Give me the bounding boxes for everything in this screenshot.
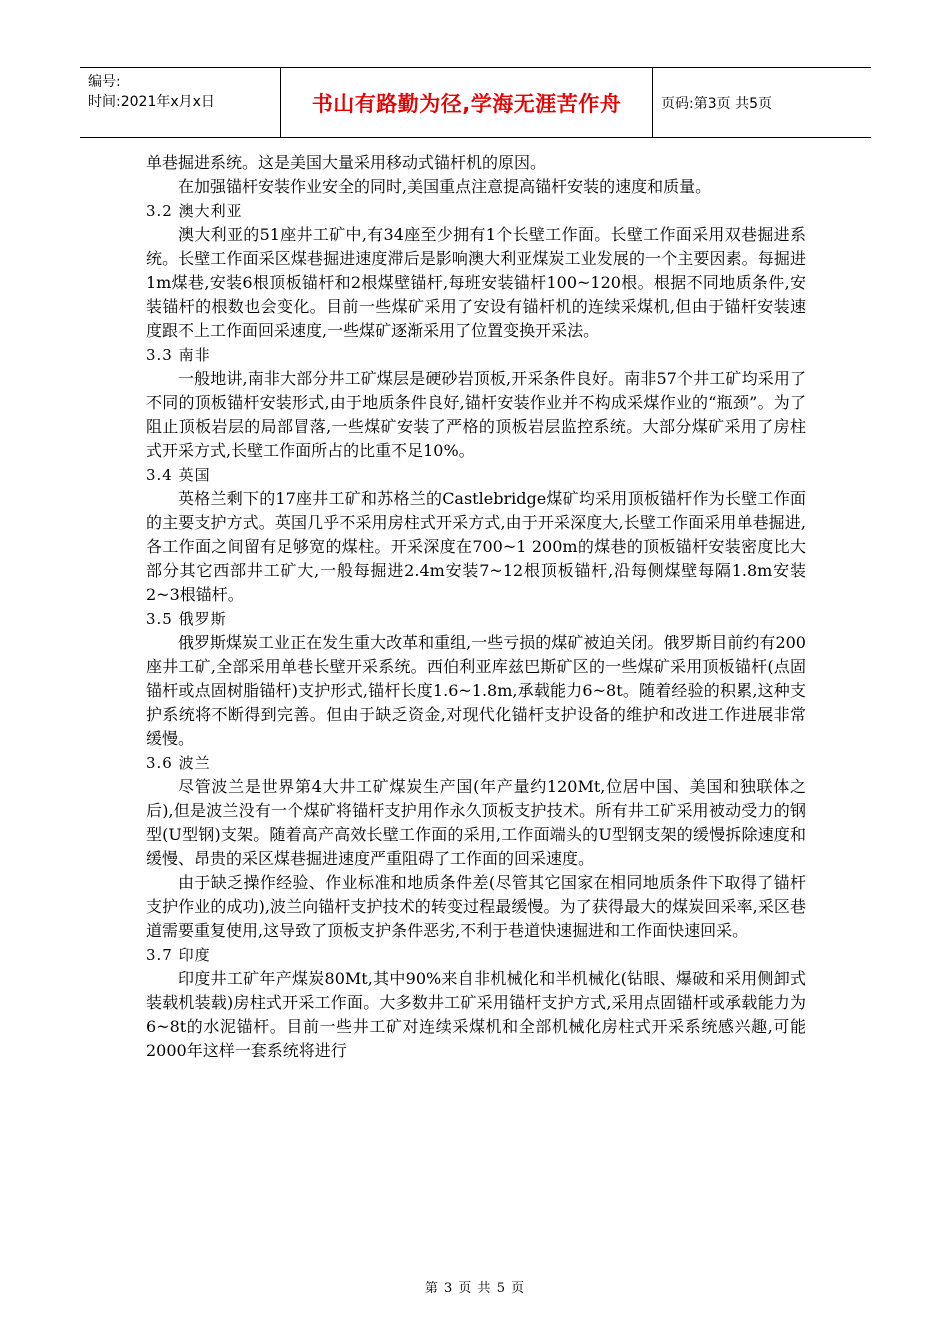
- header-motto-cell: [281, 68, 653, 137]
- header-page-cell: [653, 68, 871, 137]
- page-footer: 第 3 页 共 5 页: [424, 1281, 526, 1296]
- header-meta: [80, 68, 281, 137]
- paragraph: 澳大利亚的51座井工矿中,有34座至少拥有1个长壁工作面。长壁工作面采用双巷掘进系统。长壁工作面采区煤巷掘进速度滞后是影响澳大利亚煤炭工业发展的一个主要因素。每掘进1m煤巷,安装6根顶板锚杆和2根煤壁锚杆,每班安装锚杆100~120根。根据不同地质条件,安装锚杆的根数也会变化。目前一些煤矿采用了安设有锚杆机的连续采煤机,但由于锚杆安装速度跟不上工作面回采速度,一些煤矿逐渐采用了位置变换开采法。: [146, 225, 806, 340]
- section-heading: 3.7 印度: [146, 946, 211, 964]
- page-label: 页码:第3页 共5页: [661, 95, 772, 112]
- paragraph: 由于缺乏操作经验、作业标准和地质条件差(尽管其它国家在相同地质条件下取得了锚杆支护作业的成功),波兰向锚杆支护技术的转变过程最缓慢。为了获得最大的煤炭回采率,采区巷道需要重复使用,这导致了顶板支护条件恶劣,不利于巷道快速掘进和工作面快速回采。: [146, 873, 806, 940]
- section-heading: 3.4 英国: [146, 466, 211, 484]
- paragraph: 印度井工矿年产煤炭80Mt,其中90%来自非机械化和半机械化(钻眼、爆破和采用侧卸式装载机装载)房柱式开采工作面。大多数井工矿采用锚杆支护方式,采用点固锚杆或承载能力为6~8t的水泥锚杆。目前一些井工矿对连续采煤机和全部机械化房柱式开采系统感兴趣,可能2000年这样一套系统将进行: [146, 969, 806, 1060]
- paragraph: 尽管波兰是世界第4大井工矿煤炭生产国(年产量约120Mt,位居中国、美国和独联体之后),但是波兰没有一个煤矿将锚杆支护用作永久顶板支护技术。所有井工矿采用被动受力的钢型(U型钢)支架。随着高产高效长壁工作面的采用,工作面端头的U型钢支架的缓慢拆除速度和缓慢、昂贵的采区煤巷掘进速度严重阻碍了工作面的回采速度。: [146, 777, 806, 868]
- section-heading: 3.6 波兰: [146, 754, 211, 772]
- motto: 书山有路勤为径,学海无涯苦作舟: [311, 91, 622, 116]
- section-heading: 3.5 俄罗斯: [146, 610, 227, 628]
- paragraph: 在加强锚杆安装作业安全的同时,美国重点注意提高锚杆安装的速度和质量。: [178, 177, 712, 196]
- page-header: [80, 67, 871, 138]
- paragraph: 俄罗斯煤炭工业正在发生重大改革和重组,一些亏损的煤矿被迫关闭。俄罗斯目前约有200座井工矿,全部采用单巷长壁开采系统。西伯利亚库兹巴斯矿区的一些煤矿采用顶板锚杆(点固锚杆或点固树脂锚杆)支护形式,锚杆长度1.6~1.8m,承载能力6~8t。随着经验的积累,这种支护系统将不断得到完善。但由于缺乏资金,对现代化锚杆支护设备的维护和改进工作进展非常缓慢。: [146, 633, 806, 748]
- paragraph: 单巷掘进系统。这是美国大量采用移动式锚杆机的原因。: [146, 153, 547, 172]
- time-label: 时间:2021年x月x日: [88, 94, 215, 110]
- code-label: 编号:: [88, 74, 121, 90]
- section-heading: 3.2 澳大利亚: [146, 202, 243, 220]
- paragraph: 一般地讲,南非大部分井工矿煤层是硬砂岩顶板,开采条件良好。南非57个井工矿均采用了不同的顶板锚杆安装形式,由于地质条件良好,锚杆安装作业并不构成采煤作业的“瓶颈”。为了阻止顶板岩层的局部冒落,一些煤矿安装了严格的顶板岩层监控系统。大部分煤矿采用了房柱式开采方式,长壁工作面所占的比重不足10%。: [146, 369, 806, 460]
- section-heading: 3.3 南非: [146, 346, 211, 364]
- document-body: [146, 151, 806, 1063]
- paragraph: 英格兰剩下的17座井工矿和苏格兰的Castlebridge煤矿均采用顶板锚杆作为长壁工作面的主要支护方式。英国几乎不采用房柱式开采方式,由于开采深度大,长壁工作面采用单巷掘进,各工作面之间留有足够宽的煤柱。开采深度在700~1 200m的煤巷的顶板锚杆安装密度比大部分其它西部井工矿大,一般每掘进2.4m安装7~12根顶板锚杆,沿每侧煤壁每隔1.8m安装2~3根锚杆。: [146, 489, 806, 604]
